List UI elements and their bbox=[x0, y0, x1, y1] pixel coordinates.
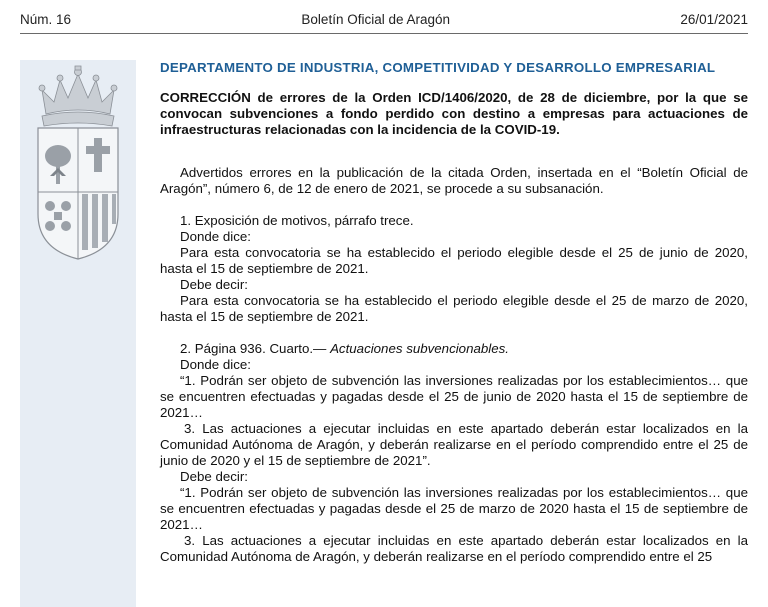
publication-name: Boletín Oficial de Aragón bbox=[301, 11, 451, 27]
emblem-sidebar bbox=[20, 60, 136, 607]
sec2-old-item-3: 3. Las actuaciones a ejecutar incluidas en este apartado deberán estar localizados en la Comunidad Autónoma de Aragón, y deberán realizarse en el período comprendido entre el 25 de junio de 2020 y el 15 de septiembre de 2021”. bbox=[160, 421, 748, 468]
issue-date: 26/01/2021 bbox=[680, 11, 748, 27]
department-heading: DEPARTAMENTO DE INDUSTRIA, COMPETITIVIDAD Y DESARROLLO EMPRESARIAL bbox=[160, 60, 716, 75]
sec2-old-item-1: “1. Podrán ser objeto de subvención las inversiones realizadas por los establecimientos… que se encuentren efectuadas y pagadas desde el 25 de junio de 2020 hasta el 15 de septiembre de 2021… bbox=[160, 373, 748, 420]
intro-paragraph: Advertidos errores en la publicación de la citada Orden, insertada en el “Boletín Oficial de Aragón”, número 6, de 12 de enero de 2021, se procede a su subsanación. bbox=[160, 165, 748, 196]
header-rule bbox=[20, 33, 748, 34]
sec2-where-says: Donde dice: bbox=[180, 357, 251, 372]
aragon-coat-of-arms-icon bbox=[28, 64, 128, 264]
sec1-heading: 1. Exposición de motivos, párrafo trece. bbox=[180, 213, 414, 228]
sec2-new-item-3: 3. Las actuaciones a ejecutar incluidas en este apartado deberán estar localizados en la Comunidad Autónoma de Aragón, y deberán realizarse en el período comprendido entre el 25 bbox=[160, 533, 748, 564]
sec1-new-text: Para esta convocatoria se ha establecido el periodo elegible desde el 25 de marzo de 2020, hasta el 15 de septiembre de 2021. bbox=[160, 293, 748, 324]
page-header bbox=[20, 8, 748, 30]
issue-number: Núm. 16 bbox=[20, 11, 72, 27]
sec2-new-item-1: “1. Podrán ser objeto de subvención las inversiones realizadas por los establecimientos… que se encuentren efectuadas y pagadas desde el 25 de marzo de 2020 hasta el 15 de septiembre de 2021… bbox=[160, 485, 748, 532]
title-bold: CORRECCIÓN bbox=[160, 90, 251, 105]
title-rest: de errores de la Orden ICD/1406/2020, de 28 de diciembre, por la que se convocan subvenciones a fondo perdido con destino a empresas para actuaciones de infraestructuras relacionadas con la incidencia de la COVID-19. bbox=[160, 90, 748, 137]
sec2-heading bbox=[160, 341, 748, 357]
sec1-old-text: Para esta convocatoria se ha establecido el periodo elegible desde el 25 de junio de 2020, hasta el 15 de septiembre de 2021. bbox=[160, 245, 748, 276]
sec1-should-say: Debe decir: bbox=[180, 277, 248, 292]
sec1-where-says: Donde dice: bbox=[180, 229, 251, 244]
main-content bbox=[160, 60, 748, 565]
sec2-heading-prefix: 2. Página 936. Cuarto.— bbox=[180, 341, 331, 356]
sec2-heading-italic: Actuaciones subvencionables. bbox=[330, 341, 509, 356]
document-body bbox=[160, 165, 748, 565]
document-title bbox=[160, 90, 748, 138]
sec2-should-say: Debe decir: bbox=[180, 469, 248, 484]
